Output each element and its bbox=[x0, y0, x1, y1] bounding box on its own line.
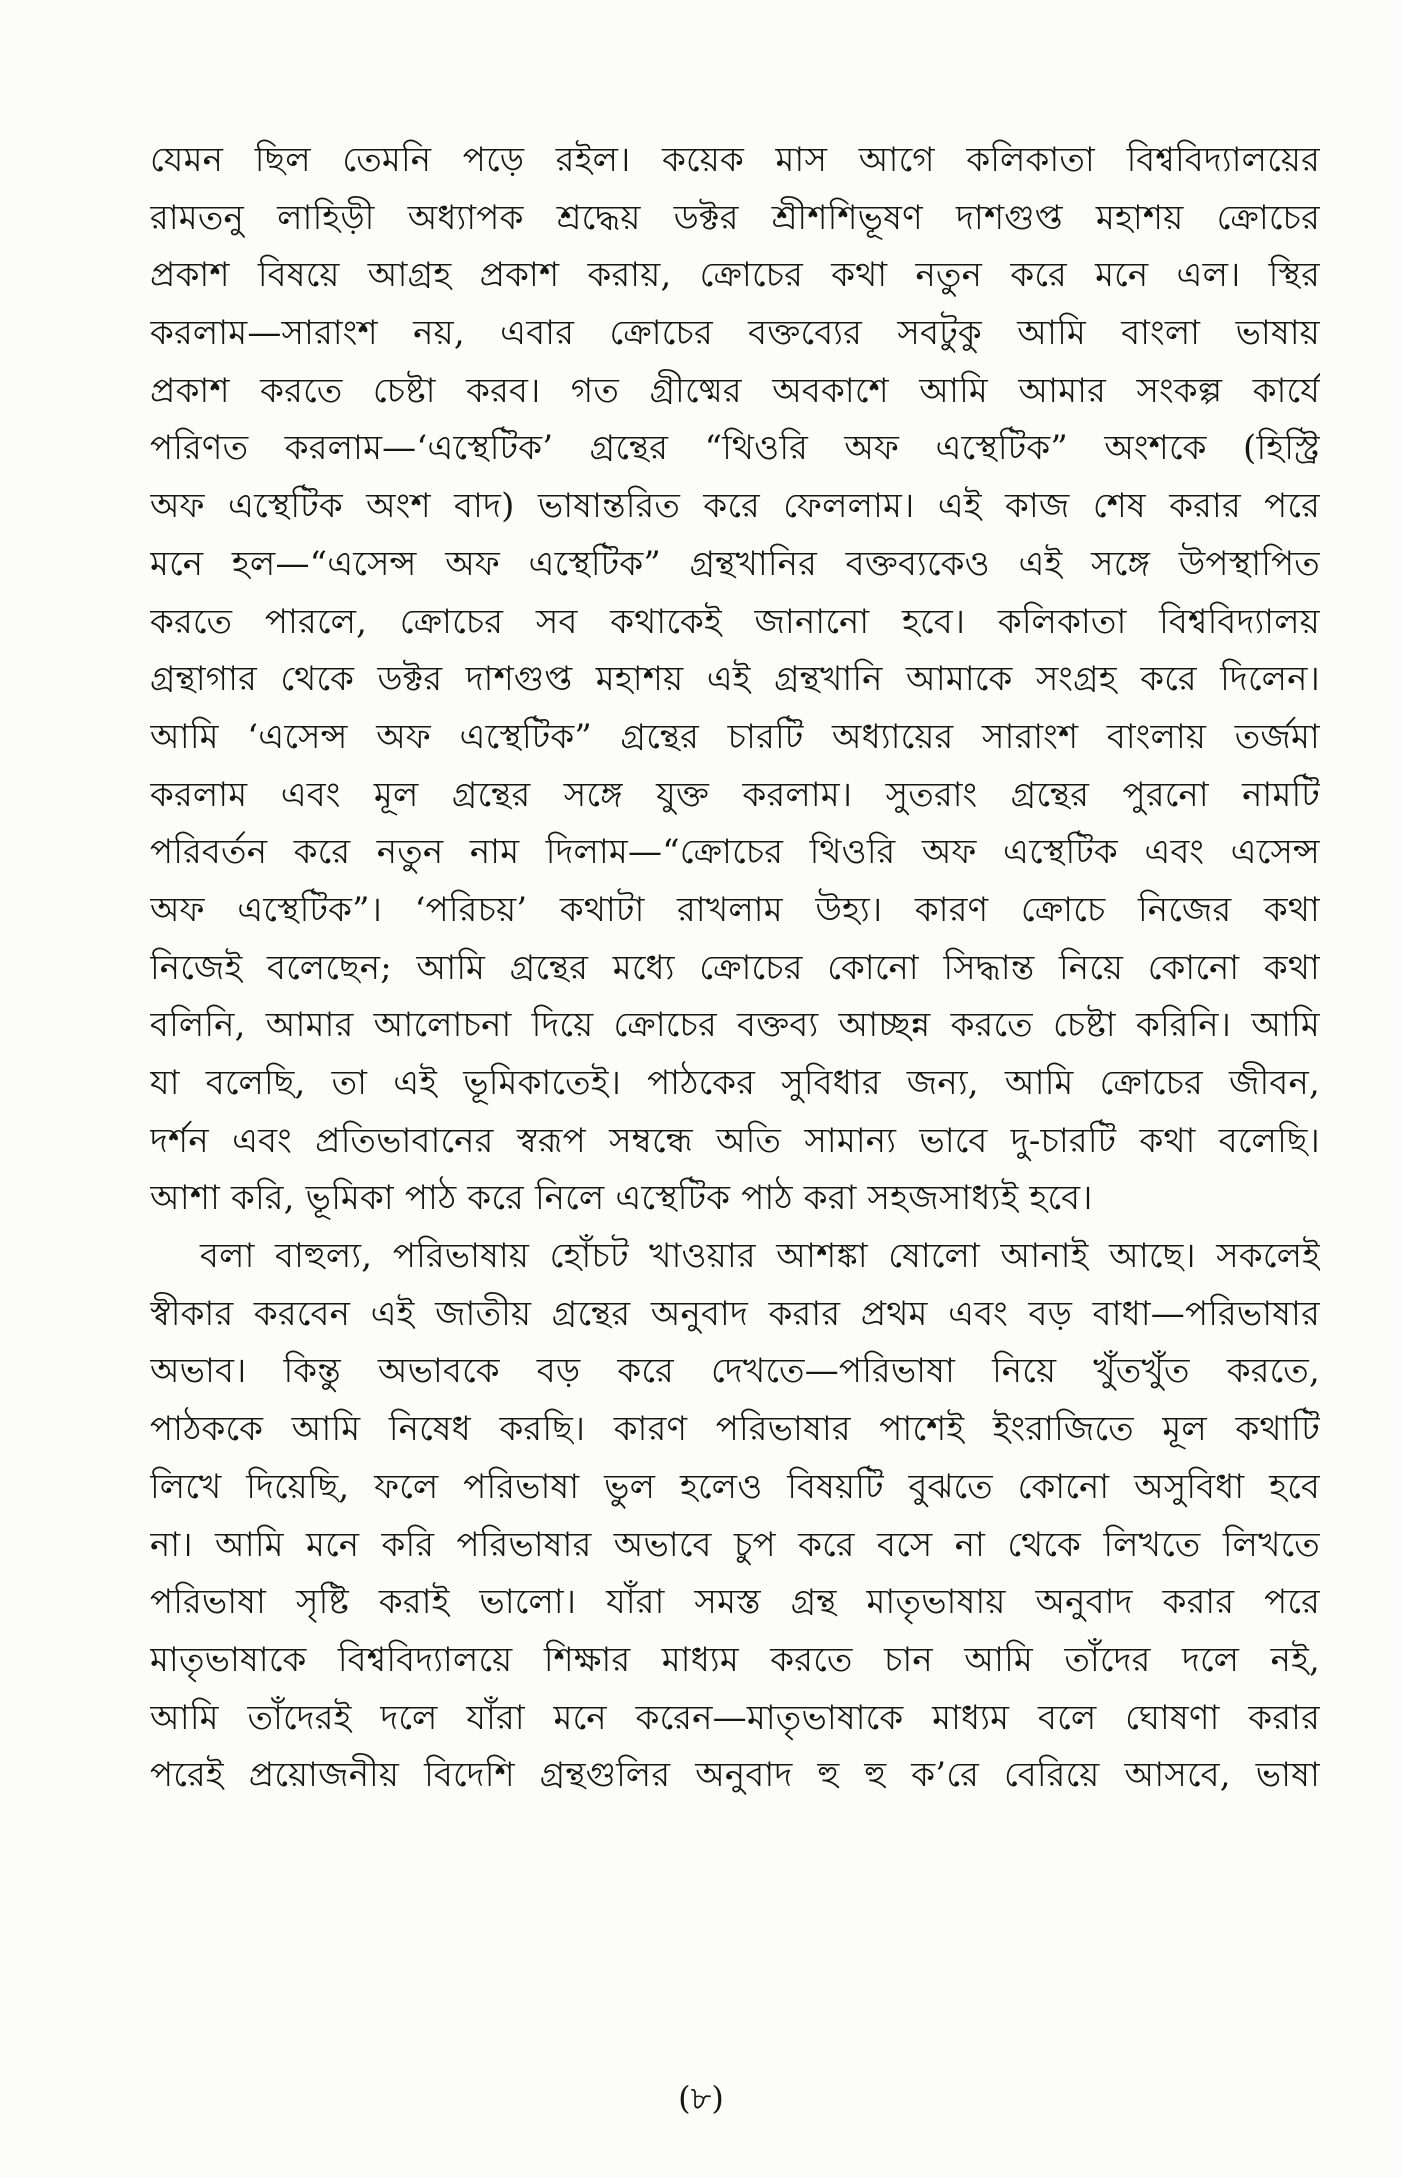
text-line: রামতনু লাহিড়ী অধ্যাপক শ্রদ্ধেয় ডক্টর শ্রীশশিভূষণ দাশগুপ্ত মহাশয় ক্রোচের bbox=[150, 197, 1320, 238]
text-line: মনে হল—“এসেন্স অফ এস্থেটিক” গ্রন্থখানির বক্তব্যকেও এই সঙ্গে উপস্থাপিত bbox=[150, 543, 1320, 584]
text-line: যেমন ছিল তেমনি পড়ে রইল। কয়েক মাস আগে কলিকাতা বিশ্ববিদ্যালয়ের bbox=[150, 140, 1320, 180]
text-line: আমি তাঁদেরই দলে যাঁরা মনে করেন—মাতৃভাষাকে মাধ্যম বলে ঘোষণা করার bbox=[150, 1697, 1320, 1738]
text-line: আমি ‘এসেন্স অফ এস্থেটিক” গ্রন্থের চারটি অধ্যায়ের সারাংশ বাংলায় তর্জমা bbox=[150, 716, 1320, 757]
text-line: মাতৃভাষাকে বিশ্ববিদ্যালয়ে শিক্ষার মাধ্যম করতে চান আমি তাঁদের দলে নই, bbox=[150, 1639, 1320, 1680]
text-line: প্রকাশ করতে চেষ্টা করব। গত গ্রীষ্মের অবকাশে আমি আমার সংকল্প কার্যে bbox=[150, 370, 1320, 411]
text-line: পরিভাষা সৃষ্টি করাই ভালো। যাঁরা সমস্ত গ্রন্থ মাতৃভাষায় অনুবাদ করার পরে bbox=[150, 1582, 1320, 1623]
text-line: স্বীকার করবেন এই জাতীয় গ্রন্থের অনুবাদ করার প্রথম এবং বড় বাধা—পরিভাষার bbox=[150, 1293, 1320, 1334]
text-line: অফ এস্থেটিক অংশ বাদ) ভাষান্তরিত করে ফেললাম। এই কাজ শেষ করার পরে bbox=[150, 486, 1320, 527]
text-line: করলাম এবং মূল গ্রন্থের সঙ্গে যুক্ত করলাম। সুতরাং গ্রন্থের পুরনো নামটি bbox=[150, 774, 1320, 815]
text-line: করলাম—সারাংশ নয়, এবার ক্রোচের বক্তব্যের সবটুকু আমি বাংলা ভাষায় bbox=[150, 313, 1320, 354]
text-line: যা বলেছি, তা এই ভূমিকাতেই। পাঠকের সুবিধার জন্য, আমি ক্রোচের জীবন, bbox=[150, 1063, 1320, 1103]
text-line: গ্রন্থাগার থেকে ডক্টর দাশগুপ্ত মহাশয় এই গ্রন্থখানি আমাকে সংগ্রহ করে দিলেন। bbox=[150, 659, 1320, 700]
text-line: পরিণত করলাম—‘এস্থেটিক’ গ্রন্থের “থিওরি অফ এস্থেটিক” অংশকে (হিস্ট্রি bbox=[150, 428, 1320, 469]
text-line: লিখে দিয়েছি, ফলে পরিভাষা ভুল হলেও বিষয়টি বুঝতে কোনো অসুবিধা হবে bbox=[150, 1466, 1320, 1507]
text-line: নিজেই বলেছেন; আমি গ্রন্থের মধ্যে ক্রোচের কোনো সিদ্ধান্ত নিয়ে কোনো কথা bbox=[150, 947, 1320, 988]
text-line: অভাব। কিন্তু অভাবকে বড় করে দেখতে—পরিভাষা নিয়ে খুঁতখুঁত করতে, bbox=[150, 1351, 1320, 1392]
body-text bbox=[150, 132, 1320, 1805]
text-line: পরিবর্তন করে নতুন নাম দিলাম—“ক্রোচের থিওরি অফ এস্থেটিক এবং এসেন্স bbox=[150, 832, 1320, 873]
paragraph-start-line: বলা বাহুল্য, পরিভাষায় হোঁচট খাওয়ার আশঙ্কা ষোলো আনাই আছে। সকলেই bbox=[200, 1236, 1320, 1277]
paragraph-end-line: আশা করি, ভূমিকা পাঠ করে নিলে এস্থেটিক পাঠ করা সহজসাধ্যই হবে। bbox=[150, 1178, 1093, 1219]
text-line: না। আমি মনে করি পরিভাষার অভাবে চুপ করে বসে না থেকে লিখতে লিখতে bbox=[150, 1524, 1320, 1565]
text-line: পাঠককে আমি নিষেধ করছি। কারণ পরিভাষার পাশেই ইংরাজিতে মূল কথাটি bbox=[150, 1409, 1320, 1450]
text-line: বলিনি, আমার আলোচনা দিয়ে ক্রোচের বক্তব্য আচ্ছন্ন করতে চেষ্টা করিনি। আমি bbox=[150, 1005, 1320, 1046]
text-line: দর্শন এবং প্রতিভাবানের স্বরূপ সম্বন্ধে অতি সামান্য ভাবে দু-চারটি কথা বলেছি। bbox=[150, 1120, 1320, 1161]
text-line: করতে পারলে, ক্রোচের সব কথাকেই জানানো হবে। কলিকাতা বিশ্ববিদ্যালয় bbox=[150, 601, 1320, 642]
text-line: প্রকাশ বিষয়ে আগ্রহ প্রকাশ করায়, ক্রোচের কথা নতুন করে মনে এল। স্থির bbox=[150, 255, 1320, 296]
text-line: পরেই প্রয়োজনীয় বিদেশি গ্রন্থগুলির অনুবাদ হু হু ক’রে বেরিয়ে আসবে, ভাষা bbox=[150, 1755, 1320, 1796]
page-number: (৮) bbox=[678, 2079, 724, 2117]
text-line: অফ এস্থেটিক”। ‘পরিচয়’ কথাটা রাখলাম উহ্য। কারণ ক্রোচে নিজের কথা bbox=[150, 889, 1320, 930]
